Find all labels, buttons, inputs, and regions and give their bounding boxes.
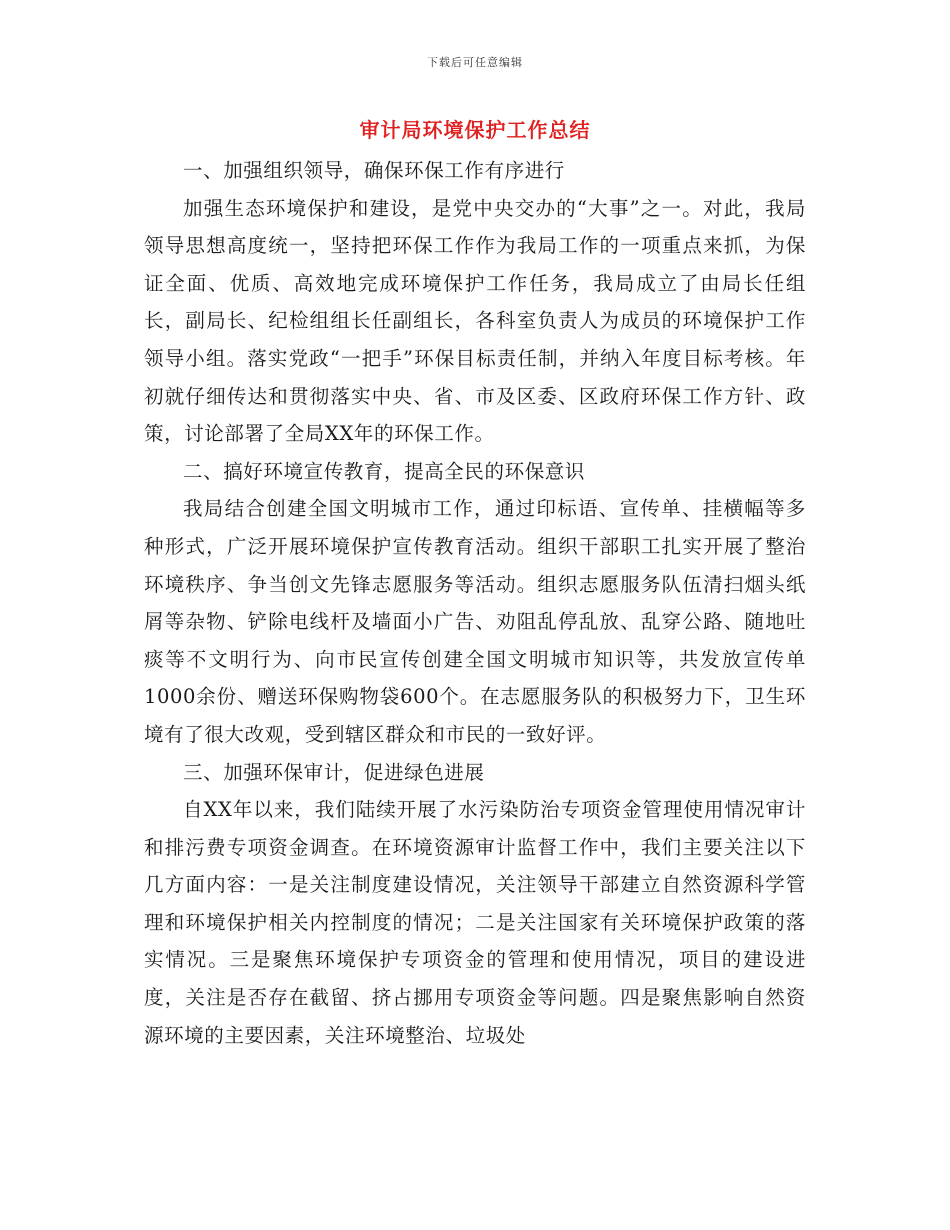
- document-body: [144, 152, 806, 1054]
- paragraph-3: 自XX年以来，我们陆续开展了水污染防治专项资金管理使用情况审计和排污费专项资金调查。在环境资源审计监督工作中，我们主要关注以下几方面内容：一是关注制度建设情况，关注领导干部建立自然资源科学管理和环境保护相关内控制度的情况；二是关注国家有关环境保护政策的落实情况。三是聚焦环境保护专项资金的管理和使用情况，项目的建设进度，关注是否存在截留、挤占挪用专项资金等问题。四是聚焦影响自然资源环境的主要因素，关注环境整治、垃圾处: [144, 798, 806, 1047]
- document-title: 审计局环境保护工作总结: [359, 118, 591, 142]
- section-heading-1: 一、加强组织领导，确保环保工作有序进行: [183, 159, 565, 182]
- header-note: 下载后可任意编辑: [427, 56, 523, 69]
- section-heading-2: 二、搞好环境宣传教育，提高全民的环保意识: [183, 459, 586, 483]
- section-heading-3: 三、加强环保审计，促进绿色进展: [183, 760, 485, 784]
- paragraph-1: 加强生态环境保护和建设，是党中央交办的“大事”之一。对此，我局领导思想高度统一，坚持把环保工作作为我局工作的一项重点来抓，为保证全面、优质、高效地完成环境保护工作任务，我局成立了由局长任组长，副局长、纪检组组长任副组长，各科室负责人为成员的环境保护工作领导小组。落实党政“一把手”环保目标责任制，并纳入年度目标考核。年初就仔细传达和贯彻落实中央、省、市及区委、区政府环保工作方针、政策，讨论部署了全局XX年的环保工作。: [144, 196, 806, 446]
- paragraph-2: 我局结合创建全国文明城市工作，通过印标语、宣传单、挂横幅等多种形式，广泛开展环境保护宣传教育活动。组织干部职工扎实开展了整治环境秩序、争当创文先锋志愿服务等活动。组织志愿服务队伍清扫烟头纸屑等杂物、铲除电线杆及墙面小广告、劝阻乱停乱放、乱穿公路、随地吐痰等不文明行为、向市民宣传创建全国文明城市知识等，共发放宣传单1000余份、赠送环保购物袋600个。在志愿服务队的积极努力下，卫生环境有了很大改观，受到辖区群众和市民的一致好评。: [144, 497, 806, 746]
